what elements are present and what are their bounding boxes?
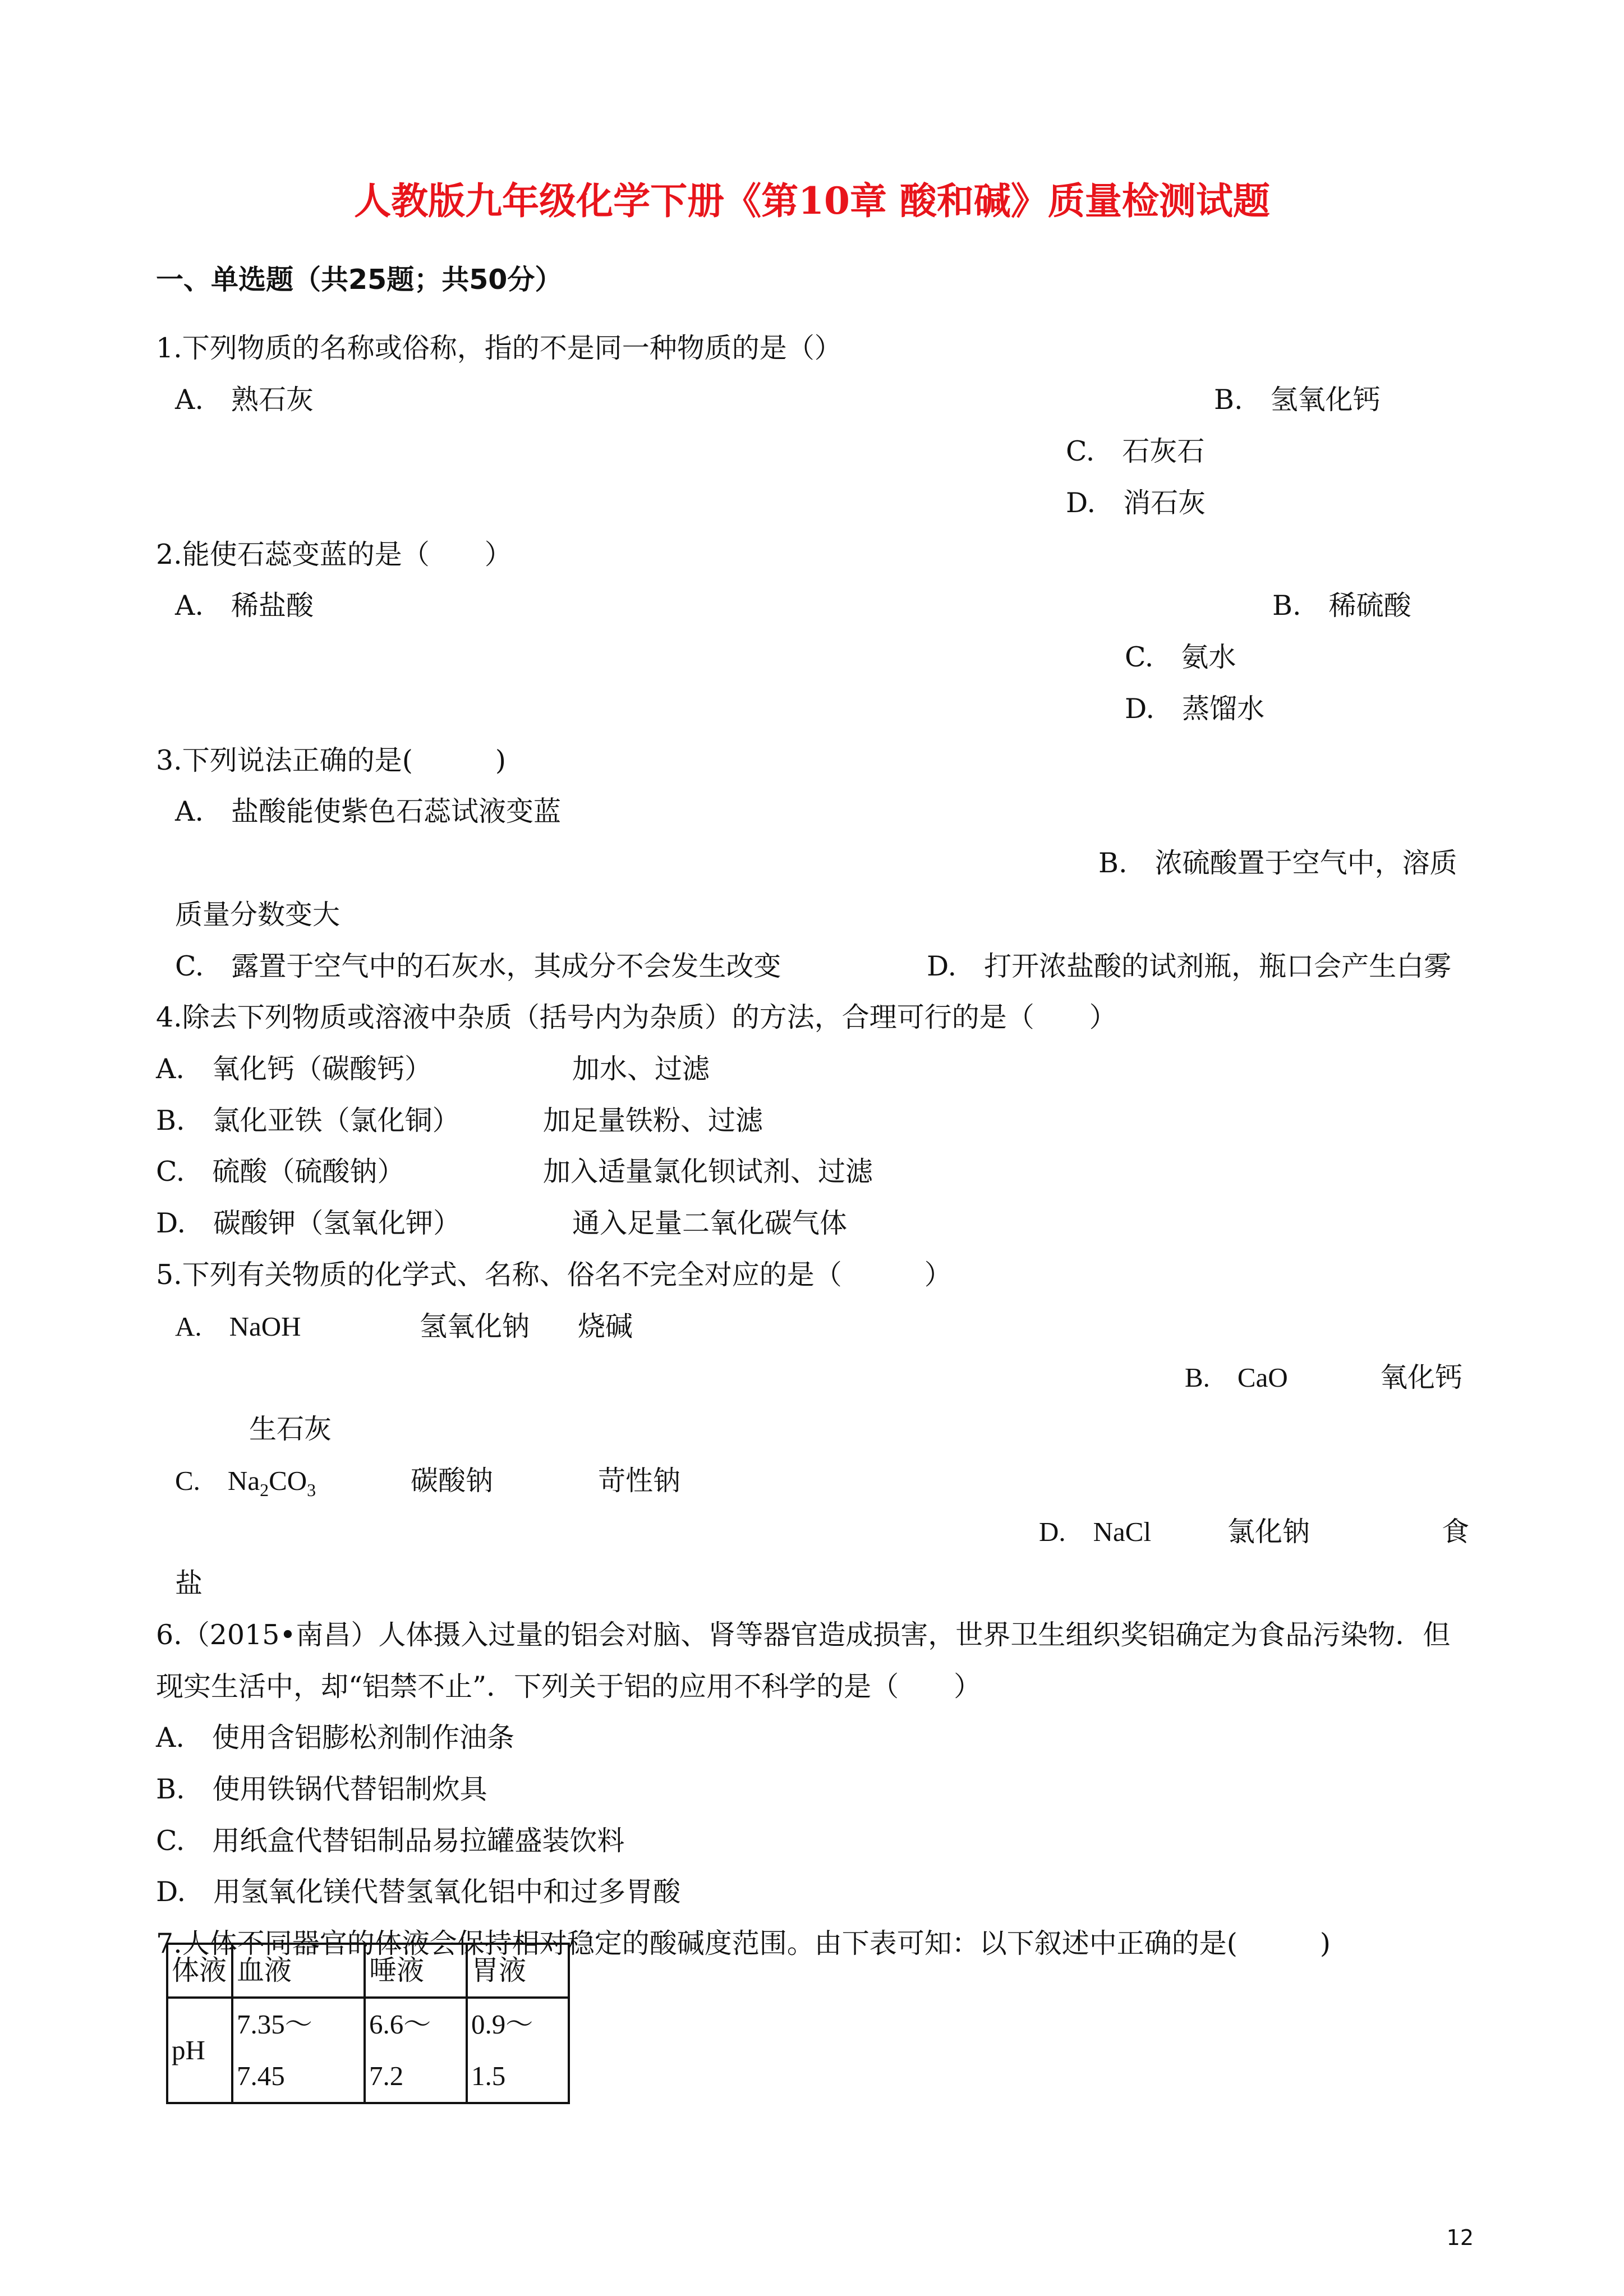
question-5-option-d-alias: 食 — [1442, 1516, 1470, 1548]
section-heading: 一、单选题（共25题；共50分） — [156, 264, 563, 296]
page-number: 12 — [1446, 2225, 1474, 2250]
question-5-option-a-name: 氢氧化钠 — [420, 1310, 530, 1342]
question-4-stem: 4.除去下列物质或溶液中杂质（括号内为杂质）的方法，合理可行的是（ ） — [156, 1001, 1117, 1033]
question-3-option-b: B. 浓硫酸置于空气中，溶质 — [1098, 847, 1457, 879]
table-row-label: pH — [167, 1998, 232, 2103]
table-header-cell: 血液 — [232, 1944, 365, 1998]
question-4-option-a: A. 氧化钙（碳酸钙） — [156, 1053, 432, 1085]
question-4-option-c: C. 硫酸（硫酸钠） — [156, 1156, 405, 1188]
table-header-cell: 胃液 — [467, 1944, 569, 1998]
question-1-option-c: C. 石灰石 — [1066, 435, 1205, 467]
question-4-option-d-method: 通入足量二氧化碳气体 — [572, 1207, 848, 1239]
question-6-stem-cont: 现实生活中，却“铝禁不止”．下列关于铝的应用不科学的是（ ） — [156, 1671, 982, 1703]
question-3-option-a: A. 盐酸能使紫色石蕊试液变蓝 — [175, 795, 561, 827]
question-5-option-b-name: 氧化钙 — [1380, 1361, 1463, 1393]
question-5-option-c-alias: 苛性钠 — [598, 1465, 681, 1497]
ph-table — [166, 1943, 570, 2104]
table-row — [167, 1998, 569, 2103]
question-4-option-a-method: 加水、过滤 — [572, 1053, 710, 1085]
question-5-option-d-name: 氯化钠 — [1227, 1516, 1310, 1548]
question-4-option-b: B. 氯化亚铁（氯化铜） — [156, 1105, 460, 1137]
question-5-option-d-alias-cont: 盐 — [175, 1567, 203, 1599]
question-6-option-a: A. 使用含铝膨松剂制作油条 — [156, 1722, 514, 1754]
question-5-option-c-formula: C. $Na_2CO_3$ — [175, 1465, 316, 1500]
question-2-option-c: C. 氨水 — [1125, 641, 1236, 673]
question-2-option-b: B. 稀硫酸 — [1272, 590, 1411, 622]
table-row — [167, 1944, 569, 1998]
table-cell: 0.9～ 1.5 — [467, 1998, 569, 2103]
question-6-option-c: C. 用纸盒代替铝制品易拉罐盛装饮料 — [156, 1825, 625, 1857]
question-1-option-b: B. 氢氧化钙 — [1214, 384, 1381, 416]
question-5-option-b-alias: 生石灰 — [249, 1413, 332, 1445]
question-7-stem: 7.人体不同器官的体液会保持相对稳定的酸碱度范围。由下表可知：以下叙述中正确的是( ) — [156, 1927, 1331, 1959]
question-5-option-d-formula: D. NaCl — [1039, 1516, 1152, 1547]
question-1-stem: 1.下列物质的名称或俗称，指的不是同一种物质的是（） — [156, 332, 842, 364]
question-6-option-b: B. 使用铁锅代替铝制炊具 — [156, 1773, 487, 1805]
question-1-option-d: D. 消石灰 — [1066, 487, 1206, 519]
question-3-option-b-cont: 质量分数变大 — [175, 899, 341, 931]
question-5-stem: 5.下列有关物质的化学式、名称、俗名不完全对应的是（ ） — [156, 1259, 952, 1291]
question-1-option-a: A. 熟石灰 — [175, 384, 314, 416]
question-4-option-b-method: 加足量铁粉、过滤 — [543, 1105, 763, 1137]
table-cell: 6.6～ 7.2 — [365, 1998, 467, 2103]
question-5-option-a-formula: A. NaOH — [175, 1311, 301, 1342]
question-3-option-d: D. 打开浓盐酸的试剂瓶，瓶口会产生白雾 — [927, 950, 1452, 982]
question-3-stem: 3.下列说法正确的是( ) — [156, 744, 506, 776]
question-4-option-c-method: 加入适量氯化钡试剂、过滤 — [543, 1156, 873, 1188]
page-title: 人教版九年级化学下册《第10章 酸和碱》质量检测试题 — [354, 179, 1270, 223]
question-3-option-c: C. 露置于空气中的石灰水，其成分不会发生改变 — [175, 950, 781, 982]
question-6-stem: 6.（2015•南昌）人体摄入过量的铝会对脑、肾等器官造成损害，世界卫生组织奖铝确定为食品污染物．但 — [156, 1619, 1451, 1651]
question-2-option-a: A. 稀盐酸 — [175, 590, 314, 622]
table-header-cell: 唾液 — [365, 1944, 467, 1998]
question-2-option-d: D. 蒸馏水 — [1125, 693, 1265, 725]
question-6-option-d: D. 用氢氧化镁代替氢氧化铝中和过多胃酸 — [156, 1876, 681, 1908]
question-5-option-b-formula: B. CaO — [1185, 1362, 1288, 1393]
question-5-option-a-alias: 烧碱 — [578, 1310, 633, 1342]
table-cell: 7.35～ 7.45 — [232, 1998, 365, 2103]
question-5-option-c-name: 碳酸钠 — [411, 1465, 494, 1497]
question-2-stem: 2.能使石蕊变蓝的是（ ） — [156, 539, 512, 570]
table-header-cell: 体液 — [167, 1944, 232, 1998]
question-4-option-d: D. 碳酸钾（氢氧化钾） — [156, 1207, 461, 1239]
